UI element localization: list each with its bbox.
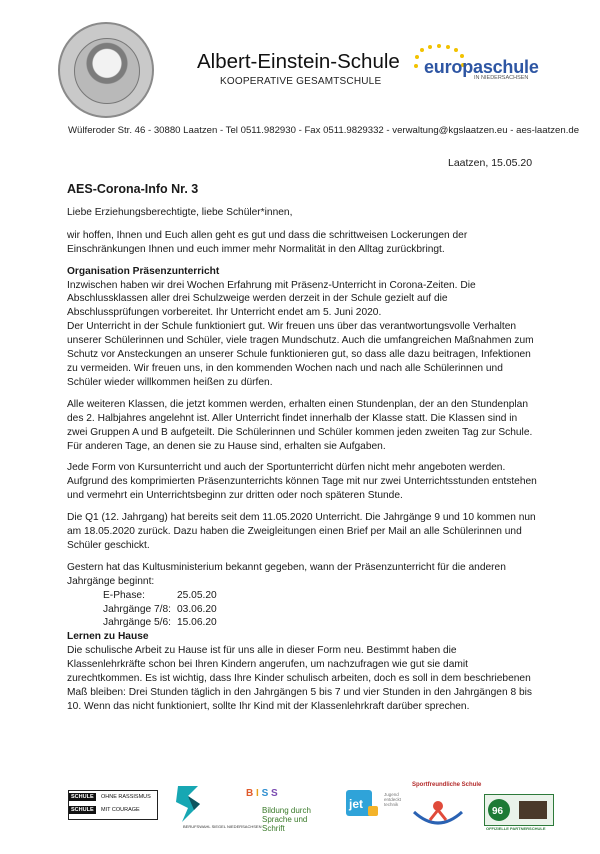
letter-date: Laatzen, 15.05.20 xyxy=(448,157,533,169)
section-heading-praesenz: Organisation Präsenzunterricht xyxy=(67,265,220,277)
letter-body xyxy=(67,183,537,714)
schedule-row xyxy=(103,603,537,617)
paragraph: Die schulische Arbeit zu Hause ist für uns alle in dieser Form neu. Bestimmt haben die Klassenlehrkräfte schon bei Ihren Kindern angerufen, um nachzufragen wie gut sie damit zurechtkommen. Es ist wichtig, dass Ihre Kinder schulisch arbeiten, doch es soll in dem beschriebenen Maß bleiben: Drei Stunden täglich in den Jahrgängen 5 bis 7 und vier Stunden in den Jahrgängen 8 bis 10. Wenn das nicht funktioniert, sollte Ihr Kind mit der Klassenlehrkraft darüber sprechen. xyxy=(67,645,532,712)
h96-caption: OFFIZIELLE PARTNERSCHULE xyxy=(486,826,546,831)
school-name: Albert-Einstein-Schule xyxy=(197,50,400,73)
schedule-date: 15.06.20 xyxy=(177,617,217,629)
school-type: KOOPERATIVE GESAMTSCHULE xyxy=(220,76,382,87)
salutation: Liebe Erziehungsberechtigte, liebe Schüler*innen, xyxy=(67,206,293,218)
schedule-label: Jahrgänge 5/6: xyxy=(103,617,171,629)
biss-caption: Bildung durch Sprache und Schrift xyxy=(262,806,311,833)
schedule-date: 03.06.20 xyxy=(177,603,217,615)
europa-word: europa xyxy=(424,57,483,77)
logo-text: OHNE RASSISMUS xyxy=(101,794,151,800)
paragraph: Gestern hat das Kultusministerium bekannt gegeben, wann der Präsenzunterricht für die anderen Jahrgänge beginnt: xyxy=(67,561,506,587)
paragraph: Die Q1 (12. Jahrgang) hat bereits seit dem 11.05.2020 Unterricht. Die Jahrgänge 9 und 10 kommen nun am 18.05.2020 zurück. Dazu haben die Zweigleitungen einen Brief per Mail an alle Schülerinnen und Schüler geschickt. xyxy=(67,512,536,551)
europaschule-subtitle: IN NIEDERSACHSEN xyxy=(474,75,529,81)
schedule-label: E-Phase: xyxy=(103,589,145,601)
sportfreundliche-schule-icon xyxy=(408,782,468,834)
berufswahl-caption: BERUFSWAHL SIEGEL NIEDERSACHSEN xyxy=(183,824,262,829)
svg-text:jet: jet xyxy=(349,797,364,811)
schule-ohne-rassismus-logo xyxy=(68,790,158,820)
schedule-date: 25.05.20 xyxy=(177,589,217,601)
sport-caption: Sportfreundliche Schule xyxy=(412,782,482,788)
intro-paragraph: wir hoffen, Ihnen und Euch allen geht es gut und dass die schrittweisen Lockerungen der Einschränkungen Ihnen und euch immer mehr Normalität in den Alltag zurückbringt. xyxy=(67,229,468,255)
letter-title: AES-Corona-Info Nr. 3 xyxy=(67,182,199,196)
jet-logo-icon xyxy=(346,788,380,818)
paragraph: Alle weiteren Klassen, die jetzt kommen werden, erhalten einen Stundenplan, der an den Stundenplan des 2. Halbjahres angelehnt ist. Aller Unterricht findet innerhalb der Klasse statt. Die Klassen sind in zwei Gruppen A und B aufgeteilt. Die Schülerinnen und Schüler kommen jeden zweiten Tag zur Schule. Für anderen Tage, an denen sie zu Hause sind, erhalten sie Aufgaben. xyxy=(67,398,533,452)
paragraph: Inzwischen haben wir drei Wochen Erfahrung mit Präsenz-Unterricht in Corona-Zeiten. Die Abschlussklassen aller drei Schulzweige werden derzeit in der Schule gezielt auf die Abschlussprüfungen vorbereitet. Ihr Unterricht endet am 5. Juni 2020. xyxy=(67,279,476,319)
hannover96-logo-icon xyxy=(484,794,554,826)
address-line: Wülferoder Str. 46 - 30880 Laatzen - Tel 0511.982930 - Fax 0511.9829332 - verwaltung@kgslaatzen.eu - aes-laatzen.de xyxy=(68,125,580,136)
paragraph: Jede Form von Kursunterricht und auch der Sportunterricht dürfen nicht mehr angeboten werden. Aufgrund des komprimierten Präsenzunterrichts können Tage mit nur zwei Unterrichtsstunden entstehen und vermehrt ein Unterrichtsbeginn zur dritten oder noch späteren Stunde. xyxy=(67,462,537,502)
footer-logos xyxy=(0,782,600,842)
schule-word: schule xyxy=(482,57,539,77)
logo-text: MIT COURAGE xyxy=(101,807,140,813)
school-seal-logo xyxy=(58,22,154,118)
berufswahl-siegel-icon xyxy=(170,782,210,826)
schedule-row xyxy=(103,589,537,603)
paragraph: Der Unterricht in der Schule funktioniert gut. Wir freuen uns über das verantwortungsvolle Verhalten unserer Schülerinnen und Schüler, viele tragen Mundschutz. Auch die umfangreichen Maßnahmen zum Schutz vor Ansteckungen an unserer Schule funktionieren gut, so dass alle dazu beitragen, Infektionen zu vermeiden. Wir freuen uns, in den kommenden Wochen nach und nach alle Schülerinnen und Schüler wieder willkommen heißen zu dürfen. xyxy=(67,321,534,388)
svg-text:96: 96 xyxy=(492,806,504,817)
section-heading-lernen: Lernen zu Hause xyxy=(67,631,149,643)
logo-text: SCHULE xyxy=(71,807,94,813)
jet-caption: Jugend entdeckt technik xyxy=(384,792,402,807)
biss-logo: B I S S xyxy=(246,788,278,799)
schedule-label: Jahrgänge 7/8: xyxy=(103,603,171,615)
schedule-list xyxy=(103,589,537,631)
einstein-portrait-icon xyxy=(74,38,140,104)
schedule-row xyxy=(103,616,537,630)
logo-text: SCHULE xyxy=(71,794,94,800)
